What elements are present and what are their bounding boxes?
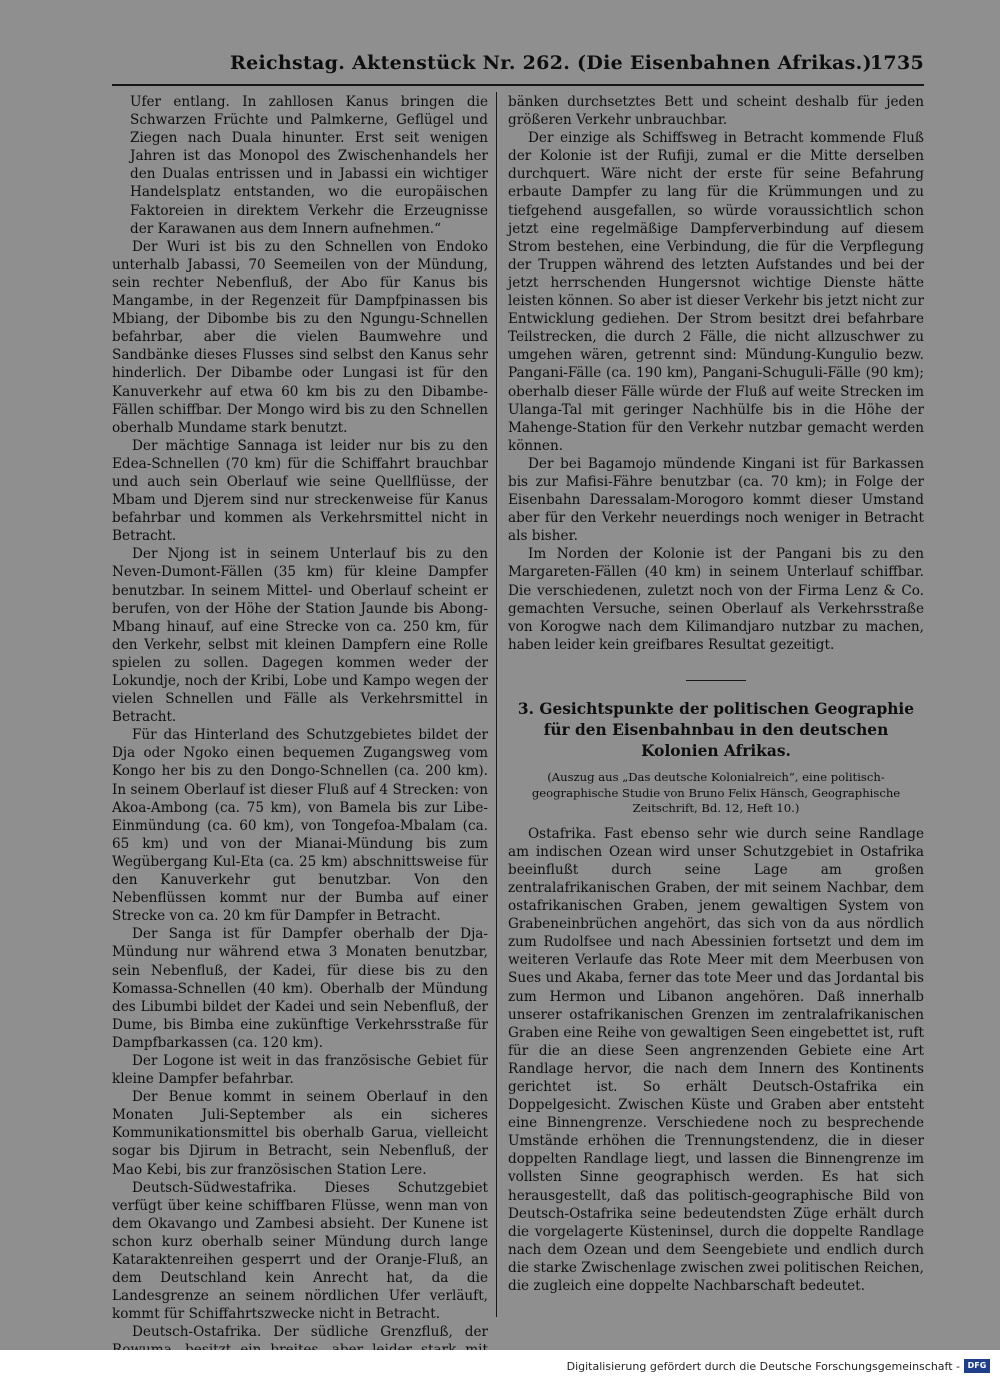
- paragraph: Der Sanga ist für Dampfer oberhalb der Dja-Mündung nur während etwa 3 Monaten benutzbar, sein Nebenfluß, der Kadei, für diese bis zu den Komassa-Schnellen (40 km). Oberhalb der Mündung des Libumbi bildet der Kadei und sein Nebenfluß, der Dume, bis Bimba eine zukünftige Verkehrsstraße für Dampfbarkassen (ca. 120 km).: [112, 926, 488, 1051]
- header-rule: [112, 84, 924, 86]
- paragraph: Der Benue kommt in seinem Oberlauf in den Monaten Juli-September als ein sicheres Kommunikationsmittel bis oberhalb Garua, vielleicht sogar bis Djirum in Betracht, sein Nebenfluß, der Mao Kebi, bis zur französischen Station Lere.: [112, 1089, 488, 1178]
- paragraph: Deutsch-Ostafrika. Der südliche Grenzfluß, der: [132, 1324, 488, 1341]
- footer-bar: [0, 1350, 1000, 1383]
- paragraph: Ostafrika. Fast ebenso sehr wie durch seine Randlage am indischen Ozean wird unser Schutzgebiet in Ostafrika beeinflußt durch seine Lage am großen zentralafrikanischen Graben, der mit seinem Nachbar, dem ostafrikanischen Graben, jenem gewaltigen System von Grabeneinbrüchen angehört, das sich von da aus nördlich zum Rudolfsee und nach Abessinien fortsetzt und dem im weiteren Verlaufe das Rote Meer mit dem Meerbusen von Sues und Akaba, ferner das tote Meer und das Jordantal bis zum Hermon und Libanon angehören. Daß innerhalb unserer ostafrikanischen Grenzen im zentralafrikanischen Graben eine Reihe von gewaltigen Seen eingebettet ist, ruft für die an diese Seen angrenzenden Gebiete eine Art Randlage hervor, die nach dem Innern des Kontinents gerichtet ist. So erhält Deutsch-Ostafrika ein Doppelgesicht. Zwischen Küste und Graben aber entsteht eine Binnengrenze. Verschiedene noch zu besprechende Umstände erhöhen die Trennungstendenz, die in dieser doppelten Randlage liegt, und lassen die Binnengrenze im vollsten Sinne geographisch werden. Es hat sich herausgestellt, daß das politisch-geographische Bild von Deutsch-Ostafrika seine bedeutendsten Züge erhält durch die vorgelagerte Küsteninsel, durch die doppelte Randlage nach dem Ozean und dem Seengebiete und endlich durch die starke Zwischenlage zwischen zwei politischen Reichen, die zugleich eine doppelte Nachbarschaft bedeutet.: [508, 825, 924, 1295]
- running-title: Reichstag. Aktenstück Nr. 262. (Die Eisenbahnen Afrikas.): [230, 52, 872, 74]
- paragraph: Ufer entlang. In zahllosen Kanus bringen die Schwarzen Früchte und Palmkerne, Geflügel und Ziegen nach Duala hinunter. Erst seit wenigen Jahren ist das Monopol des Zwischenhandels her den Dualas entrissen und in Jabassi ein wichtiger Handelsplatz entstanden, wo die europäischen Faktoreien in direktem Verkehr die Erzeugnisse der Karawanen aus dem Innern aufnehmen.“: [130, 94, 488, 237]
- paragraph: Für das Hinterland des Schutzgebietes bildet der Dja oder Ngoko einen bequemen Zugangsweg vom Kongo her bis zu den Dongo-Schnellen (ca. 200 km). In seinem Oberlauf ist dieser Fluß auf 4 Strecken: von Akoa-Ambong (ca. 75 km), von Bamela bis zur Libe-Einmündung (ca. 60 km), von Tongefoa-Mbalam (ca. 65 km) und von der Mianai-Mündung bis zum Wegübergang Kul-Eta (ca. 25 km) abschnittsweise für den Kanuverkehr gut benutzbar. Von den Nebenflüssen kommt nur der Bumba auf einer Strecke von ca. 20 km für Dampfer in Betracht.: [112, 727, 488, 925]
- paragraph: bänken durchsetztes Bett und scheint deshalb für jeden größeren Verkehr unbrauchbar.: [508, 94, 924, 129]
- section-heading: 3. Gesichtspunkte der politischen Geographie für den Eisenbahnbau in den deutschen Kolonien Afrikas.: [517, 699, 915, 760]
- paragraph: Der Wuri ist bis zu den Schnellen von Endoko unterhalb Jabassi, 70 Seemeilen von der Mündung, sein rechter Nebenfluß, der Abo für Kanus bis Mangambe, in der Regenzeit für Dampfpinassen bis Mbiang, der Dibombe bis zu den Ngungu-Schnellen befahrbar, aber die vielen Baumwehre und Sandbänke dieses Flusses sind selbst den Kanus sehr hinderlich. Der Dibambe oder Lungasi ist für den Kanuverkehr auf etwa 60 km bis zu den Dibambe-Fällen schiffbar. Der Mongo wird bis zu den Schnellen oberhalb Mundame stark benutzt.: [112, 238, 488, 436]
- dfg-logo-icon: DFG: [964, 1359, 990, 1373]
- paragraph: Der bei Bagamojo mündende Kingani ist für Barkassen bis zur Mafisi-Fähre benutzbar (ca. 70 km); in Folge der Eisenbahn Daressalam-Morogoro kommt dieser Umstand aber für den Verkehr neuerdings noch weniger in Betracht als bisher.: [508, 455, 924, 545]
- paragraph: Der Njong ist in seinem Unterlauf bis zu den Neven-Dumont-Fällen (35 km) für kleine Dampfer benutzbar. In seinem Mittel- und Oberlauf scheint er berufen, von der Höhe der Station Jaunde bis Abong-Mbang hinauf, auf eine Strecke von ca. 250 km, für den Verkehr, selbst mit kleinen Dampfern eine Rolle spielen zu sollen. Dagegen kommen weder der Lokundje, noch der Kribi, Lobe und Kampo wegen der vielen Schnellen und Fälle als Verkehrsmittel in Betracht.: [112, 546, 488, 726]
- section-source-note: (Auszug aus „Das deutsche Kolonialreich“, eine politisch-geographische Studie von Bruno Felix Hänsch, Geographische Zeitschrift, Bd. 12, Heft 10.): [531, 769, 901, 816]
- right-column: [508, 93, 924, 1295]
- paragraph: Der Logone ist weit in das französische Gebiet für kleine Dampfer befahrbar.: [112, 1052, 488, 1088]
- left-column: [112, 93, 488, 1378]
- column-divider: [496, 92, 497, 1317]
- paragraph: Der mächtige Sannaga ist leider nur bis zu den Edea-Schnellen (70 km) für die Schiffahrt brauchbar und auch sein Oberlauf wie seine Quellflüsse, der Mbam und Djerem sind nur streckenweise für Kanus befahrbar und kommen als Verkehrsmittel nicht in Betracht.: [112, 437, 488, 545]
- paragraph: Im Norden der Kolonie ist der Pangani bis zu den Margareten-Fällen (40 km) in seinem Unterlauf schiffbar. Die verschiedenen, zuletzt noch von der Firma Lenz & Co. gemachten Versuche, seinen Oberlauf als Verkehrsstraße von Korogwe nach dem Kilimandjaro nutzbar zu machen, haben leider kein greifbares Resultat gezeitigt.: [508, 546, 924, 653]
- paragraph: Der einzige als Schiffsweg in Betracht kommende Fluß der Kolonie ist der Rufiji, zumal er die Mitte derselben durchquert. Wäre nicht der erste für seine Befahrung erbaute Dampfer zu lang für die Krümmungen und zu tiefgehend ausgefallen, so würde voraussichtlich schon jetzt eine regelmäßige Dampferverbindung auf diesem Strom bestehen, eine Verbindung, die für die Verpflegung der Truppen während des letzten Aufstandes und bei der jetzt herrschenden Hungersnot wichtige Dienste hätte leisten können. So aber ist dieser Verkehr bis jetzt nicht zur Entwicklung gediehen. Der Strom besitzt drei befahrbare Teilstrecken, die durch 2 Fälle, die nicht allzuschwer zu umgehen wären, getrennt sind: Mündung-Kungulio bezw. Pangani-Fälle (ca. 190 km), Pangani-Schuguli-Fälle (90 km); oberhalb dieser Fälle würde der Fluß auf weite Strecken im Ulanga-Tal mit geringer Nachhülfe bis in die Höhe der Mahenge-Station für den Verkehr nutzbar gemacht werden können.: [508, 130, 924, 454]
- page-header: [112, 52, 924, 78]
- funding-credit: Digitalisierung gefördert durch die Deutsche Forschungsgemeinschaft -: [566, 1360, 960, 1373]
- paragraph: Deutsch-Südwestafrika. Dieses Schutzgebiet verfügt über keine schiffbaren Flüsse, wenn man von dem Okavango und Zambesi absieht. Der Kunene ist schon kurz oberhalb seiner Mündung durch lange Kataraktenreihen gesperrt und der Oranje-Fluß, an dem Deutschland kein Anrecht hat, da die Landesgrenze an seinem nördlichen Ufer verläuft, kommt für Schiffahrtszwecke nicht in Betracht.: [112, 1179, 488, 1323]
- page-number: 1735: [869, 52, 924, 74]
- section-separator: [686, 680, 746, 681]
